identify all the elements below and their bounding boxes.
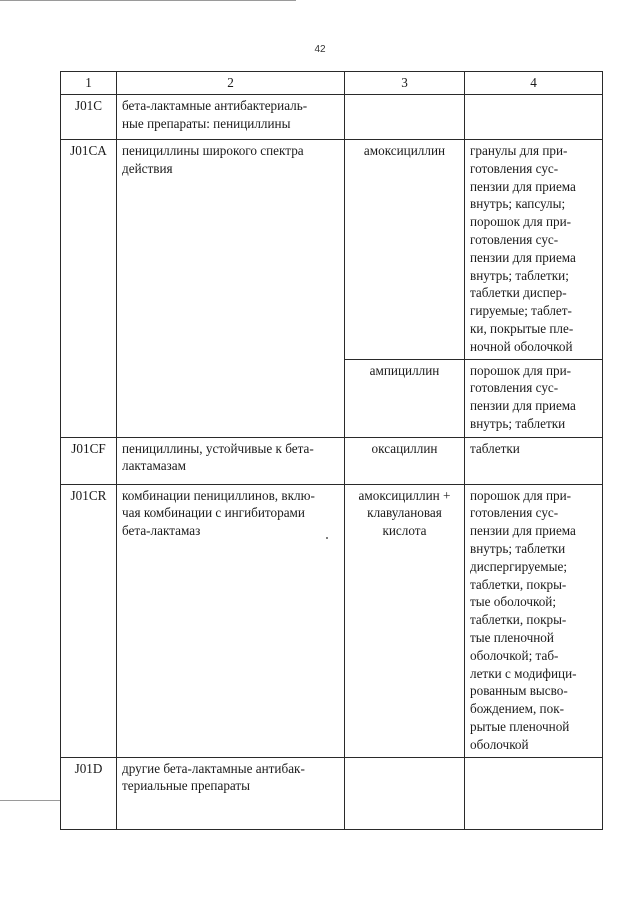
scan-edge-line-left [0,800,60,801]
table-row [61,95,603,140]
table-row [61,437,603,484]
dosage-form-cell: гранулы для при- готовления сус- пензии для приема внутрь; капсулы; порошок для при- готовления сус- пензии для приема внутрь; таблетки; таблетки диспер- гируемые; таблет- ки, покрытые пле- ночной оболочкой [465,140,603,360]
inn-cell: амоксициллин [345,140,465,360]
table-row [61,757,603,829]
dosage-form-cell: таблетки [465,437,603,484]
table-row [61,140,603,360]
column-header-2: 2 [117,72,345,95]
inn-cell [345,757,465,829]
atc-code-cell: J01CR [61,484,117,757]
dosage-form-cell: порошок для при- готовления сус- пензии для приема внутрь; таблетки [465,359,603,437]
inn-cell: амоксициллин + клавулановая кислота [345,484,465,757]
column-header-3: 3 [345,72,465,95]
drug-classification-table [60,71,603,830]
description-cell: другие бета-лактамные антибак- териальные препараты [117,757,345,829]
scan-speck [326,537,328,539]
description-cell: бета-лактамные антибактериаль- ные препараты: пенициллины [117,95,345,140]
dosage-form-cell [465,757,603,829]
description-cell: пенициллины, устойчивые к бета- лактамазам [117,437,345,484]
dosage-form-cell [465,95,603,140]
scan-edge-line-top [0,0,296,1]
inn-cell [345,95,465,140]
atc-code-cell: J01C [61,95,117,140]
inn-cell: ампициллин [345,359,465,437]
description-cell: пенициллины широкого спектра действия [117,140,345,438]
column-header-1: 1 [61,72,117,95]
atc-code-cell: J01CF [61,437,117,484]
atc-code-cell: J01CA [61,140,117,438]
dosage-form-cell: порошок для при- готовления сус- пензии для приема внутрь; таблетки диспергируемые; таблетки, покры- тые оболочкой; таблетки, покры- тые пленочной оболочкой; таб- летки с модифици- рованным высво- бождением, пок- рытые пленочной оболочкой [465,484,603,757]
table-row [61,484,603,757]
table-header-row [61,72,603,95]
page-number: 42 [314,44,326,55]
column-header-4: 4 [465,72,603,95]
inn-cell: оксациллин [345,437,465,484]
description-cell: комбинации пенициллинов, вклю- чая комбинации с ингибиторами бета-лактамаз [117,484,345,757]
atc-code-cell: J01D [61,757,117,829]
